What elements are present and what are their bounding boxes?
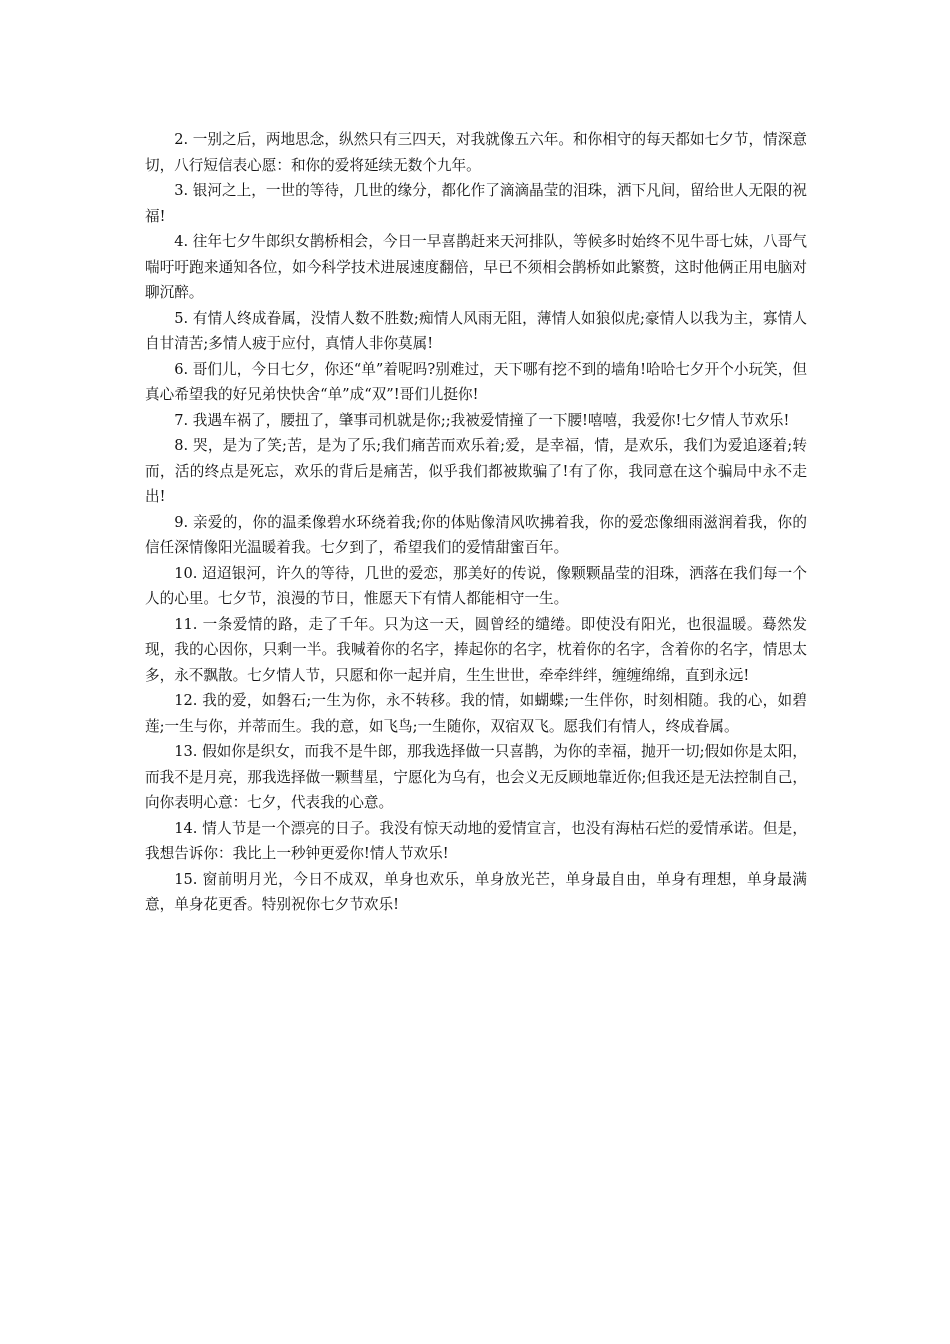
paragraph-7: 7. 我遇车祸了，腰扭了，肇事司机就是你;;我被爱情撞了一下腰!嘻嘻，我爱你!七夕情人节欢乐! bbox=[174, 411, 790, 429]
paragraph-2: 2. 一别之后，两地思念，纵然只有三四天，对我就像五六年。和你相守的每天都如七夕节，情深意切，八行短信表心愿：和你的爱将延续无数个九年。 bbox=[145, 131, 807, 174]
paragraph-9: 9. 亲爱的，你的温柔像碧水环绕着我;你的体贴像清风吹拂着我，你的爱恋像细雨滋润着我，你的信任深情像阳光温暖着我。七夕到了，希望我们的爱情甜蜜百年。 bbox=[145, 513, 807, 556]
paragraph-13: 13. 假如你是织女，而我不是牛郎，那我选择做一只喜鹊，为你的幸福，抛开一切;假如你是太阳，而我不是月亮，那我选择做一颗彗星，宁愿化为乌有，也会义无反顾地靠近你;但我还是无法控制自己，向你表明心意：七夕，代表我的心意。 bbox=[145, 743, 807, 811]
paragraph-3: 3. 银河之上，一世的等待，几世的缘分，都化作了滴滴晶莹的泪珠，洒下凡间，留给世人无限的祝福! bbox=[145, 182, 807, 225]
document-body bbox=[145, 127, 807, 918]
paragraph-14: 14. 情人节是一个漂亮的日子。我没有惊天动地的爱情宣言，也没有海枯石烂的爱情承诺。但是，我想告诉你：我比上一秒钟更爱你!情人节欢乐! bbox=[145, 819, 807, 862]
paragraph-8: 8. 哭，是为了笑;苦，是为了乐;我们痛苦而欢乐着;爱，是幸福，情，是欢乐，我们为爱追逐着;转而，活的终点是死忘，欢乐的背后是痛苦，似乎我们都被欺骗了!有了你，我同意在这个骗局中永不走出! bbox=[145, 437, 807, 505]
paragraph-5: 5. 有情人终成眷属，没情人数不胜数;痴情人风雨无阻，薄情人如狼似虎;豪情人以我为主，寡情人自甘清苦;多情人疲于应付，真情人非你莫属! bbox=[145, 309, 807, 352]
paragraph-6: 6. 哥们儿，今日七夕，你还“单”着呢吗?别难过，天下哪有挖不到的墙角!哈哈七夕开个小玩笑，但真心希望我的好兄弟快快舍“单”成“双”!哥们儿挺你! bbox=[145, 360, 807, 403]
paragraph-12: 12. 我的爱，如磐石;一生为你，永不转移。我的情，如蝴蝶;一生伴你，时刻相随。我的心，如碧莲;一生与你，并蒂而生。我的意，如飞鸟;一生随你，双宿双飞。愿我们有情人，终成眷属。 bbox=[145, 692, 807, 735]
paragraph-4: 4. 往年七夕牛郎织女鹊桥相会，今日一早喜鹊赶来天河排队，等候多时始终不见牛哥七妹，八哥气喘吁吁跑来通知各位，如今科学技术进展速度翻倍，早已不须相会鹊桥如此繁赘，这时他俩正用电脑对聊沉醉。 bbox=[145, 233, 807, 301]
paragraph-11: 11. 一条爱情的路，走了千年。只为这一天，圆曾经的缱绻。即使没有阳光，也很温暖。蓦然发现，我的心因你，只剩一半。我喊着你的名字，捧起你的名字，枕着你的名字，含着你的名字，情思太多，永不飘散。七夕情人节，只愿和你一起并肩，生生世世，牵牵绊绊，缠缠绵绵，直到永远! bbox=[145, 615, 807, 684]
paragraph-10: 10. 迢迢银河，许久的等待，几世的爱恋，那美好的传说，像颗颗晶莹的泪珠，洒落在我们每一个人的心里。七夕节，浪漫的节日，惟愿天下有情人都能相守一生。 bbox=[145, 564, 807, 607]
paragraph-15: 15. 窗前明月光，今日不成双，单身也欢乐，单身放光芒，单身最自由，单身有理想，单身最满意，单身花更香。特别祝你七夕节欢乐! bbox=[145, 870, 807, 913]
